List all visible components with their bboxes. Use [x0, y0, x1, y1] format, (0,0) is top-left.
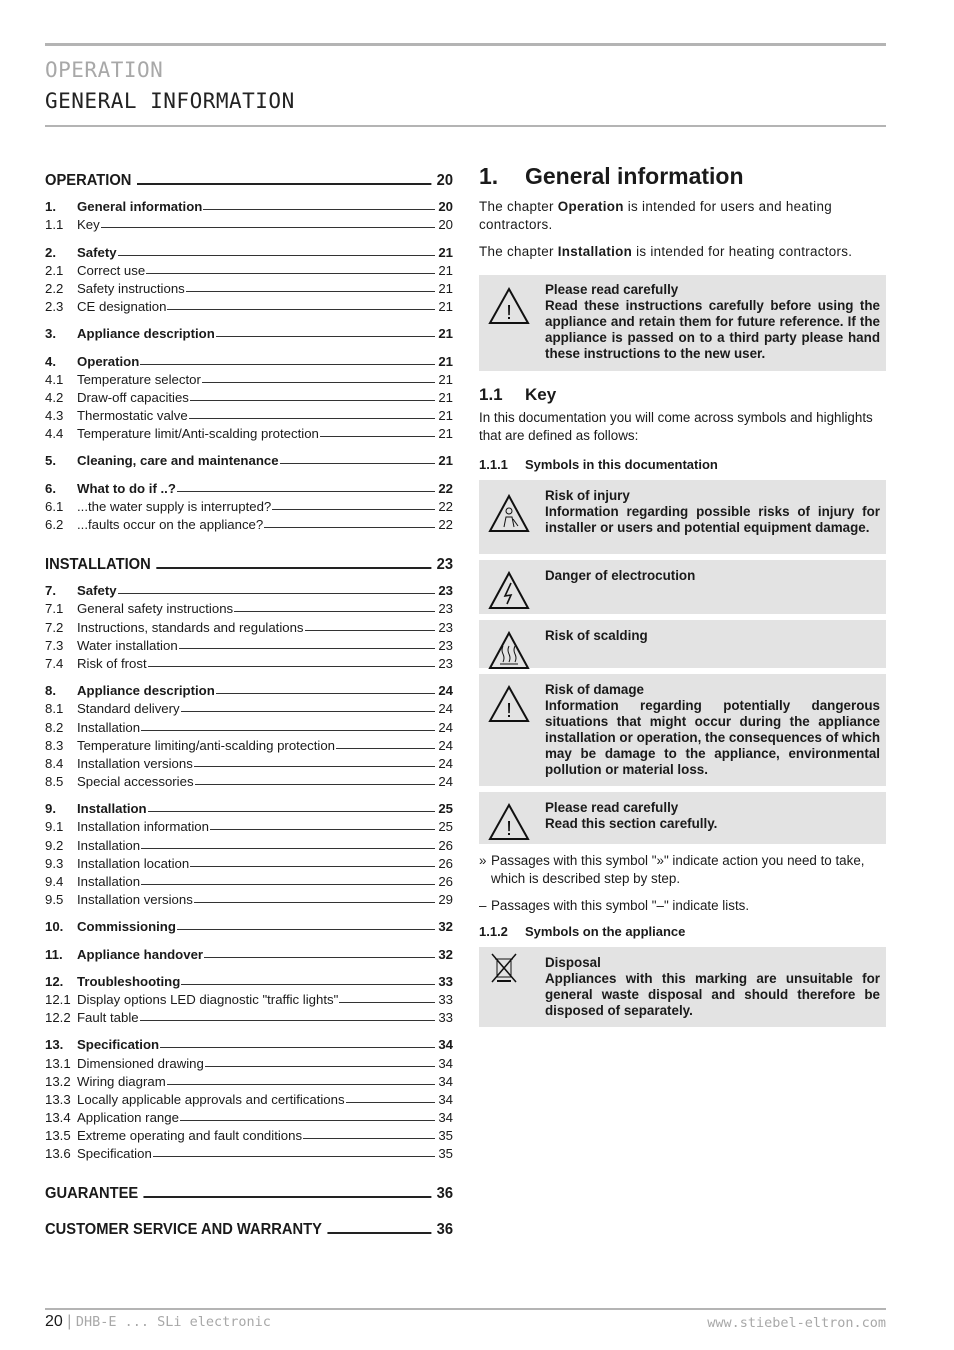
toc-entry-title: CE designation	[77, 299, 167, 315]
subsubsection-heading-symbols-appliance: 1.1.2 Symbols on the appliance	[479, 924, 686, 939]
toc-leader-line	[180, 1120, 435, 1121]
toc-entry-page: 21	[438, 426, 453, 442]
toc-entry-title: Application range	[77, 1110, 179, 1126]
toc-entry-num: 9.5	[45, 892, 64, 908]
subsection-heading-key: 1.1 Key	[479, 385, 557, 404]
toc-entry-page: 23	[438, 655, 453, 671]
toc-leader-line	[195, 784, 435, 785]
toc-entry-page: 33	[438, 1010, 453, 1026]
note-box-electrocution: Danger of electrocution	[479, 560, 886, 614]
toc-leader-line	[280, 463, 435, 464]
toc-entry-title: Installation	[77, 837, 141, 853]
toc-leader-line	[339, 1002, 435, 1003]
toc-chapter-entry[interactable]	[45, 943, 453, 961]
toc-entry-title: Standard delivery	[77, 701, 180, 717]
toc-entry-num: 2.2	[45, 280, 64, 296]
toc-entry-title: Safety instructions	[77, 280, 185, 296]
toc-entry-title: Wiring diagram	[77, 1073, 166, 1089]
toc-leader-line	[234, 611, 435, 612]
footer-left	[45, 1313, 271, 1331]
toc-leader-line	[148, 811, 435, 812]
svg-text:!: !	[506, 700, 512, 722]
crossed-bin-icon	[485, 955, 545, 1019]
toc-entry-num: 2.1	[45, 262, 64, 278]
toc-entry-page: 34	[438, 1055, 453, 1071]
toc-entry-page: 34	[438, 1110, 453, 1126]
table-of-contents	[45, 164, 453, 1239]
toc-subchapter-entry[interactable]	[45, 387, 453, 405]
toc-entry-page: 22	[438, 498, 453, 514]
toc-entry-num: 4.3	[45, 408, 64, 424]
product-name: DHB-E ... SLi electronic	[75, 1314, 271, 1330]
toc-subchapter-entry[interactable]	[45, 1125, 453, 1143]
toc-entry-page: 34	[438, 1037, 453, 1053]
toc-subchapter-entry[interactable]	[45, 989, 453, 1007]
toc-leader-line	[181, 711, 435, 712]
toc-leader-line	[320, 436, 435, 437]
website-url[interactable]: www.stiebel-eltron.com	[707, 1315, 886, 1331]
toc-entry-num: 13.	[45, 1037, 64, 1053]
toc-subchapter-entry[interactable]	[45, 1007, 453, 1025]
toc-section-customer-service[interactable]: CUSTOMER SERVICE AND WARRANTY 36	[45, 1221, 454, 1239]
toc-chapter-entry[interactable]	[45, 916, 453, 934]
toc-leader-line	[190, 400, 435, 401]
intro-paragraph-2: The chapter Installation is intended for heating contractors.	[479, 244, 853, 259]
toc-entry-num: 8.1	[45, 701, 64, 717]
toc-entry-num: 13.3	[45, 1091, 71, 1107]
toc-entry-title: ...faults occur on the appliance?	[77, 517, 264, 532]
toc-entry-page: 21	[438, 280, 453, 296]
toc-chapter-entry[interactable]	[45, 1034, 453, 1052]
toc-entry-num: 4.4	[45, 426, 64, 442]
toc-entry-num: 12.1	[45, 991, 71, 1007]
toc-leader-line	[194, 766, 435, 767]
toc-entry-page: 21	[438, 408, 453, 424]
toc-entry-num: 7.	[45, 583, 56, 599]
content-column	[479, 163, 886, 1033]
toc-entry-num: 8.	[45, 683, 56, 699]
toc-entry-title: General safety instructions	[77, 601, 234, 617]
toc-entry-page: 23	[438, 619, 453, 635]
toc-entry-page: 25	[438, 801, 453, 817]
toc-entry-num: 9.4	[45, 874, 64, 889]
warning-triangle-icon	[485, 800, 545, 840]
toc-leader-line	[264, 527, 435, 528]
toc-entry-num: 13.6	[45, 1146, 71, 1162]
toc-subchapter-entry[interactable]	[45, 698, 453, 716]
toc-entry-page: 35	[438, 1128, 453, 1144]
toc-leader-line	[194, 902, 435, 903]
toc-entry-title: Instructions, standards and regulations	[77, 619, 304, 635]
note-box-read-carefully: ! Please read carefully Read these instructions carefully before using the appliance and retain them for future reference. If the appliance is passed on to a third party please hand these instructions to the new user.	[479, 275, 886, 371]
toc-entry-page: 22	[438, 517, 453, 532]
toc-entry-page: 22	[438, 480, 453, 496]
toc-entry-title: Installation location	[77, 855, 190, 871]
toc-entry-title: Troubleshooting	[77, 973, 181, 989]
toc-leader-line	[160, 1047, 435, 1048]
toc-installation-list	[45, 574, 453, 1161]
toc-entry-num: 13.4	[45, 1110, 71, 1126]
toc-entry-num: 8.5	[45, 774, 64, 790]
toc-entry-title: Risk of frost	[77, 655, 147, 671]
toc-entry-page: 32	[438, 946, 453, 962]
toc-entry-title: Extreme operating and fault conditions	[77, 1128, 303, 1144]
toc-entry-num: 6.1	[45, 498, 64, 514]
toc-leader-line	[189, 418, 435, 419]
electrocution-warning-icon	[485, 568, 545, 584]
toc-subchapter-entry[interactable]	[45, 771, 453, 789]
toc-entry-num: 7.4	[45, 655, 64, 671]
toc-entry-title: Key	[77, 217, 100, 233]
toc-entry-page: 25	[438, 819, 453, 835]
toc-entry-page: 34	[438, 1073, 453, 1089]
toc-entry-num: 1.1	[45, 217, 64, 233]
toc-entry-title: Installation information	[77, 819, 209, 835]
toc-entry-title: Installation	[77, 801, 147, 817]
toc-entry-page: 21	[438, 326, 453, 342]
toc-leader-line	[118, 255, 435, 256]
toc-leader-line	[186, 291, 435, 292]
toc-leader-line	[216, 336, 435, 337]
toc-entry-title: Appliance handover	[77, 946, 204, 962]
toc-entry-num: 7.3	[45, 637, 64, 653]
note-box-scalding: Risk of scalding	[479, 620, 886, 668]
toc-subchapter-entry[interactable]	[45, 616, 453, 634]
warning-triangle-icon	[485, 282, 545, 362]
toc-entry-title: Special accessories	[77, 774, 194, 790]
toc-entry-num: 13.5	[45, 1128, 71, 1144]
toc-entry-page: 20	[438, 199, 453, 215]
toc-leader-line	[202, 382, 435, 383]
toc-entry-title: Installation versions	[77, 755, 193, 771]
intro-paragraph-1: The chapter Operation is intended for users and heating contractors.	[479, 199, 832, 232]
toc-entry-title: Temperature selector	[77, 371, 201, 387]
toc-subchapter-entry[interactable]	[45, 653, 453, 671]
bullet-action-symbol: » Passages with this symbol "»" indicate action you need to take, which is described step by step.	[479, 853, 865, 886]
toc-entry-num: 6.	[45, 480, 56, 496]
toc-chapter-entry[interactable]	[45, 241, 453, 259]
toc-leader-line	[140, 364, 435, 365]
toc-subchapter-entry[interactable]	[45, 598, 453, 616]
toc-entry-num: 13.2	[45, 1073, 71, 1089]
subsubsection-heading-symbols-documentation: 1.1.1 Symbols in this documentation	[479, 457, 718, 472]
toc-leader-line	[118, 593, 435, 594]
toc-entry-title: Operation	[77, 353, 140, 369]
toc-entry-page: 21	[438, 453, 453, 469]
toc-entry-page: 26	[438, 837, 453, 853]
toc-entry-title: General information	[77, 199, 203, 215]
toc-chapter-entry[interactable]	[45, 323, 453, 341]
toc-entry-title: What to do if ..?	[77, 480, 176, 496]
toc-entry-page: 26	[438, 874, 453, 889]
toc-chapter-entry[interactable]	[45, 196, 453, 214]
toc-leader-line	[336, 748, 435, 749]
toc-entry-num: 4.	[45, 353, 56, 369]
toc-leader-line	[141, 730, 435, 731]
toc-entry-title: Safety	[77, 244, 117, 260]
toc-subchapter-entry[interactable]	[45, 816, 453, 834]
toc-entry-page: 21	[438, 262, 453, 278]
toc-entry-title: Specification	[77, 1146, 152, 1162]
toc-leader-line	[177, 929, 435, 930]
toc-entry-title: Thermostatic valve	[77, 408, 188, 424]
toc-subchapter-entry[interactable]	[45, 753, 453, 771]
toc-subchapter-entry[interactable]	[45, 260, 453, 278]
toc-chapter-entry[interactable]	[45, 580, 453, 598]
toc-entry-title: Water installation	[77, 637, 178, 653]
page-number: 20	[45, 1313, 63, 1330]
toc-entry-page: 29	[438, 892, 453, 908]
toc-leader-line	[181, 984, 435, 985]
toc-subchapter-entry[interactable]	[45, 369, 453, 387]
toc-leader-line	[303, 1138, 435, 1139]
toc-leader-line	[167, 1084, 435, 1085]
toc-entry-num: 13.1	[45, 1055, 71, 1071]
toc-entry-title: Draw-off capacities	[77, 389, 189, 405]
header-subtitle: OPERATION	[45, 58, 164, 82]
toc-section-guarantee[interactable]: GUARANTEE 36	[45, 1185, 454, 1203]
toc-subchapter-entry[interactable]	[45, 635, 453, 653]
toc-leader-line	[272, 509, 435, 510]
note-box-read-section: ! Please read carefully Read this section carefully.	[479, 792, 886, 844]
toc-entry-title: Dimensioned drawing	[77, 1055, 204, 1071]
scalding-warning-icon	[485, 628, 545, 644]
toc-leader-line	[305, 630, 435, 631]
toc-leader-line	[140, 1020, 435, 1021]
section-heading: 1. General information	[479, 163, 744, 189]
toc-entry-page: 24	[438, 683, 453, 699]
toc-chapter-entry[interactable]	[45, 798, 453, 816]
toc-entry-title: ...the water supply is interrupted?	[77, 498, 272, 514]
toc-subchapter-entry[interactable]	[45, 423, 453, 441]
toc-entry-num: 8.2	[45, 719, 64, 735]
toc-entry-num: 3.	[45, 326, 56, 342]
svg-text:!: !	[506, 818, 512, 840]
toc-subchapter-entry[interactable]	[45, 1071, 453, 1089]
toc-entry-num: 10.	[45, 919, 64, 935]
svg-text:!: !	[506, 302, 512, 324]
toc-subchapter-entry[interactable]	[45, 853, 453, 871]
toc-entry-num: 8.4	[45, 755, 64, 771]
toc-subchapter-entry[interactable]	[45, 834, 453, 852]
toc-entry-num: 9.	[45, 801, 56, 817]
toc-leader-line	[101, 227, 435, 228]
damage-warning-icon	[485, 682, 545, 778]
toc-entry-num: 6.2	[45, 517, 64, 532]
toc-subchapter-entry[interactable]	[45, 1089, 453, 1107]
note-box-disposal: Disposal Appliances with this marking are unsuitable for general waste disposal and should therefore be disposed of separately.	[479, 947, 886, 1027]
toc-entry-num: 11.	[45, 946, 63, 962]
toc-entry-title: Commissioning	[77, 919, 176, 935]
toc-chapter-entry[interactable]	[45, 680, 453, 698]
toc-entry-title: Installation	[77, 874, 141, 889]
toc-entry-title: Cleaning, care and maintenance	[77, 453, 279, 469]
toc-entry-page: 35	[438, 1146, 453, 1162]
toc-entry-num: 9.3	[45, 855, 64, 871]
toc-entry-page: 21	[438, 244, 453, 260]
toc-entry-page: 23	[438, 601, 453, 617]
toc-subchapter-entry[interactable]	[45, 889, 453, 907]
toc-entry-num: 7.2	[45, 619, 64, 635]
toc-entry-page: 21	[438, 371, 453, 387]
toc-entry-page: 21	[438, 353, 453, 369]
toc-subchapter-entry[interactable]	[45, 296, 453, 314]
toc-entry-page: 23	[438, 583, 453, 599]
toc-entry-num: 4.2	[45, 389, 64, 405]
note-box-risk-of-injury: Risk of injury Information regarding possible risks of injury for installer or users and potential equipment damage.	[479, 480, 886, 554]
toc-entry-title: Appliance description	[77, 683, 215, 699]
toc-entry-num: 12.2	[45, 1010, 71, 1026]
toc-entry-page: 21	[438, 389, 453, 405]
toc-entry-page: 24	[438, 774, 453, 790]
toc-entry-num: 8.3	[45, 737, 64, 753]
toc-subchapter-entry[interactable]	[45, 871, 453, 889]
toc-chapter-entry[interactable]	[45, 350, 453, 368]
toc-entry-page: 24	[438, 755, 453, 771]
toc-entry-num: 12.	[45, 973, 64, 989]
toc-leader-line	[141, 884, 435, 885]
toc-entry-title: Temperature limit/Anti-scalding protection	[77, 426, 319, 442]
injury-warning-icon	[485, 488, 545, 536]
toc-subchapter-entry[interactable]	[45, 1107, 453, 1125]
bullet-list-symbol: – Passages with this symbol "–" indicate lists.	[479, 898, 750, 913]
toc-entry-title: Correct use	[77, 262, 146, 278]
toc-entry-num: 7.1	[45, 601, 64, 617]
toc-operation-list	[45, 190, 453, 532]
toc-subchapter-entry[interactable]	[45, 278, 453, 296]
note-box-risk-of-damage: ! Risk of damage Information regarding potentially dangerous situations that might occur during the appliance installation or operation, the consequences of which may be damage to the appliance, environmental pollution or material loss.	[479, 674, 886, 786]
toc-subchapter-entry[interactable]	[45, 1052, 453, 1070]
toc-entry-title: Temperature limiting/anti-scalding protection	[77, 737, 336, 753]
toc-entry-num: 5.	[45, 453, 56, 469]
header-title: GENERAL INFORMATION	[45, 89, 295, 113]
toc-leader-line	[167, 309, 435, 310]
toc-leader-line	[148, 666, 435, 667]
toc-leader-line	[210, 829, 435, 830]
toc-subchapter-entry[interactable]	[45, 514, 453, 532]
toc-leader-line	[205, 1066, 435, 1067]
toc-leader-line	[141, 848, 435, 849]
toc-leader-line	[204, 957, 435, 958]
toc-entry-page: 24	[438, 737, 453, 753]
footer-separator: |	[67, 1313, 72, 1330]
toc-subchapter-entry[interactable]	[45, 496, 453, 514]
toc-entry-page: 24	[438, 719, 453, 735]
toc-entry-title: Appliance description	[77, 326, 215, 342]
toc-leader-line	[153, 1156, 435, 1157]
toc-entry-title: Safety	[77, 583, 117, 599]
toc-entry-title: Installation	[77, 719, 141, 735]
toc-entry-num: 2.3	[45, 299, 64, 315]
toc-leader-line	[346, 1102, 435, 1103]
toc-leader-line	[203, 209, 435, 210]
toc-chapter-entry[interactable]	[45, 450, 453, 468]
toc-entry-page: 23	[438, 637, 453, 653]
toc-subchapter-entry[interactable]	[45, 1143, 453, 1161]
toc-chapter-entry[interactable]	[45, 971, 453, 989]
toc-entry-title: Fault table	[77, 1010, 139, 1026]
toc-entry-page: 21	[438, 299, 453, 315]
footer-rule	[45, 1308, 886, 1310]
toc-entry-page: 33	[438, 991, 453, 1007]
toc-leader-line	[146, 273, 435, 274]
toc-subchapter-entry[interactable]	[45, 214, 453, 232]
toc-entry-num: 9.2	[45, 837, 64, 853]
toc-entry-page: 20	[438, 217, 453, 233]
toc-entry-num: 1.	[45, 199, 56, 215]
toc-subchapter-entry[interactable]	[45, 735, 453, 753]
toc-section-installation[interactable]: INSTALLATION 23	[45, 556, 454, 573]
toc-entry-title: Locally applicable approvals and certifications	[77, 1091, 345, 1107]
top-rule	[45, 43, 886, 46]
toc-leader-line	[179, 648, 435, 649]
toc-leader-line	[177, 491, 435, 492]
toc-subchapter-entry[interactable]	[45, 716, 453, 734]
toc-entry-num: 4.1	[45, 371, 64, 387]
toc-entry-num: 9.1	[45, 819, 64, 835]
toc-entry-title: Specification	[77, 1037, 160, 1053]
toc-entry-title: Display options LED diagnostic "traffic lights"	[77, 991, 339, 1007]
toc-chapter-entry[interactable]	[45, 477, 453, 495]
toc-entry-page: 34	[438, 1091, 453, 1107]
toc-entry-page: 33	[438, 973, 453, 989]
key-intro-paragraph: In this documentation you will come across symbols and highlights that are defined as follows:	[479, 410, 873, 443]
toc-entry-page: 32	[438, 919, 453, 935]
toc-subchapter-entry[interactable]	[45, 405, 453, 423]
toc-section-operation[interactable]: OPERATION 20	[45, 172, 454, 189]
toc-entry-num: 2.	[45, 244, 56, 260]
toc-entry-page: 24	[438, 701, 453, 717]
toc-leader-line	[190, 866, 435, 867]
toc-entry-title: Installation versions	[77, 892, 193, 908]
toc-entry-page: 26	[438, 855, 453, 871]
toc-leader-line	[216, 693, 435, 694]
header-rule	[45, 125, 886, 127]
